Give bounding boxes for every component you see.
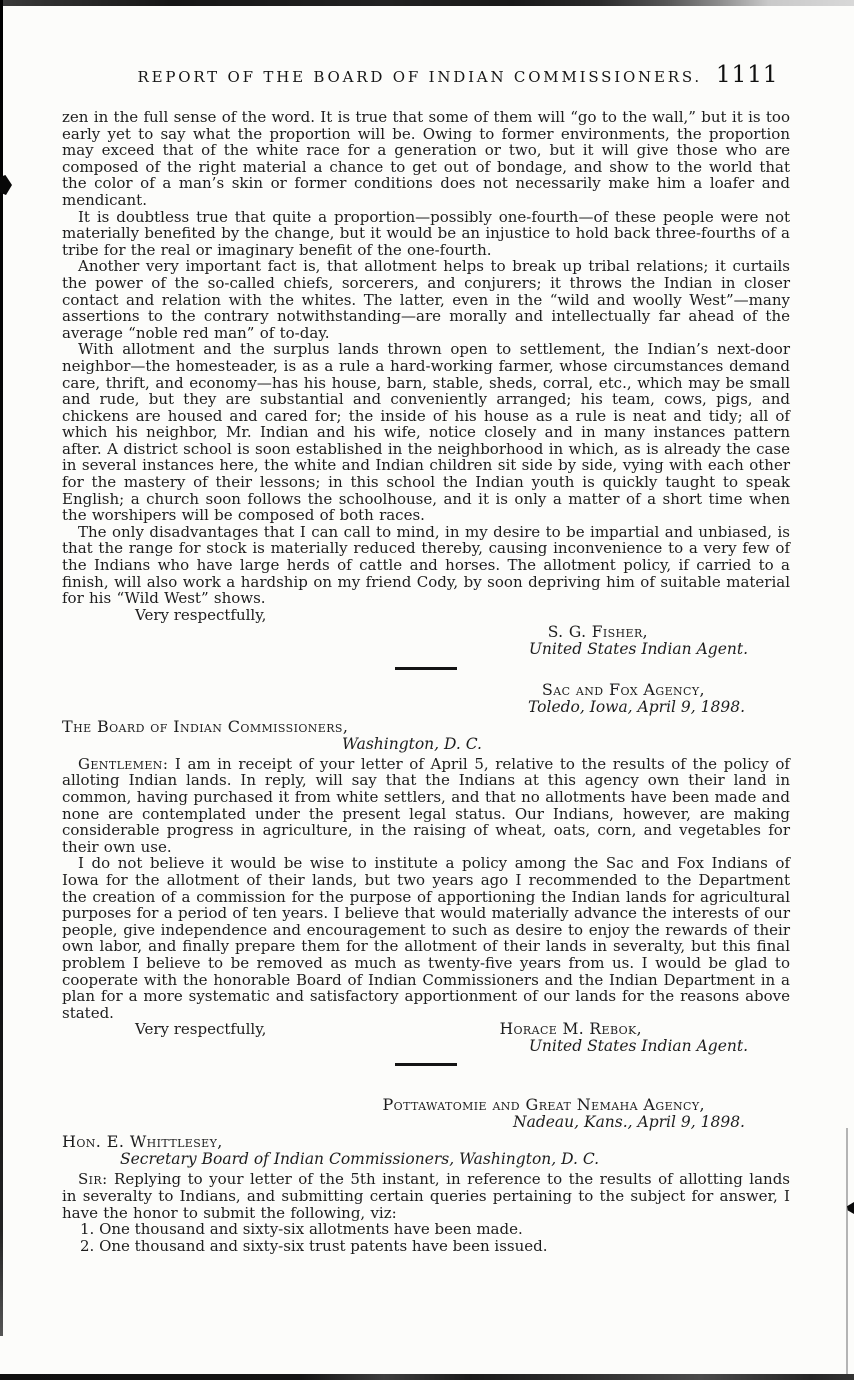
signature-name: Horace M. Rebok, (499, 1020, 642, 1039)
scan-artifact-left (0, 175, 12, 195)
salutation: Sir: (78, 1170, 108, 1189)
page-title: REPORT OF THE BOARD OF INDIAN COMMISSIONERS. (137, 68, 702, 86)
page-content (62, 0, 790, 1255)
letter-rebok (62, 681, 790, 1056)
addressee-location: Washington, D. C. (342, 734, 482, 753)
paragraph-text: I am in receipt of your letter of April 5, relative to the results of the policy of alloting Indian lands. In reply, will say that the Indians at this agency own their land in common, having purchased it from white settlers, and that no allotments have been made and none are contemplated under the present legal status. Our Indians, however, are making considerable progress in agriculture, in the raising of wheat, oats, corn, and vegetables for their own use. (62, 754, 790, 856)
addressee: The Board of Indian Commissioners, (62, 716, 349, 736)
signature-title: United States Indian Agent. (528, 639, 748, 658)
running-head (94, 62, 822, 88)
paragraph: I do not believe it would be wise to institute a policy among the Sac and Fox Indians of Iowa for the allotment of their lands, but two years ago I recommended to the Department the creation of a commission for the purpose of apportioning the Indian lands for agricultural purposes for a period of ten years. I believe that would materially advance the interests of our people, give independence and encouragement to such as desire to enjoy the rewards of their own labor, and finally prepare them for the allotment of their lands in severalty, but this final problem I believe to be removed as much as twenty-five years from us. I would be glad to cooperate with the honorable Board of Indian Commissioners and the Indian Department in a plan for a more systematic and satisfactory apportionment of our lands for the reasons above stated. (62, 854, 790, 1022)
closing: Very respectfully, (135, 1020, 267, 1039)
scan-artifact-right (847, 1202, 854, 1214)
paragraph: zen in the full sense of the word. It is true that some of them will “go to the wall,” but it is too early yet to say what the proportion will be. Owing to former environments, the proportion may exceed that of the white race for a generation or two, but it will give those who are composed of the right material a chance to get out of bondage, and show to the world that the color of a man’s skin or former conditions does not necessarily make him a loafer and mendicant. (62, 108, 790, 209)
scan-fold-line (846, 1128, 848, 1380)
section-divider (395, 667, 457, 670)
addressee: Hon. E. Whittlesey, (62, 1132, 223, 1152)
paragraph: The only disadvantages that I can call to mind, in my desire to be impartial and unbiased, is that the range for stock is materially reduced thereby, causing inconvenience to a very few of the Indians who have large herds of cattle and horses. The allotment policy, if carried to a finish, will also work a hardship on my friend Cody, by soon depriving him of suitable material for his “Wild West” shows. (62, 522, 790, 608)
dateline: Nadeau, Kans., April 9, 1898. (513, 1113, 745, 1132)
paragraph (62, 756, 790, 856)
agency-heading: Pottawatomie and Great Nemaha Agency, (382, 1095, 705, 1115)
closing: Very respectfully, (135, 605, 267, 624)
letter-fisher (62, 109, 790, 658)
signature-title: United States Indian Agent. (528, 1037, 748, 1056)
paragraph (62, 1171, 790, 1221)
dateline: Toledo, Iowa, April 9, 1898. (528, 697, 745, 716)
letter-whittlesey (62, 1096, 790, 1255)
paragraph-text: Replying to your letter of the 5th instant, in reference to the results of allotting lands in severalty to Indians, and submitting certain queries pertaining to the subject for answer, I have the honor to submit the following, viz: (62, 1170, 790, 1222)
paragraph: It is doubtless true that quite a proportion—possibly one-fourth—of these people were not materially benefited by the change, but it would be an injustice to hold back three-fourths of a tribe for the real or imaginary benefit of the one-fourth. (62, 207, 790, 259)
page-number: 1111 (715, 62, 779, 88)
scan-edge-left (0, 0, 3, 1336)
list-item: 1. One thousand and sixty-six allotments have been made. (80, 1220, 523, 1239)
section-divider (395, 1063, 457, 1066)
paragraph: With allotment and the surplus lands thrown open to settlement, the Indian’s next-door neighbor—the homesteader, is as a rule a hard-working farmer, whose circumstances demand care, thrift, and economy—has his house, barn, stable, sheds, corral, etc., which may be small and rude, but they are substantial and conveniently arranged; his team, cows, pigs, and chickens are housed and cared for; the inside of his house as a rule is neat and tidy; all of which his neighbor, Mr. Indian and his wife, notice closely and in many instances pattern after. A district school is soon established in the neighborhood in which, as is already the case in several instances here, the white and Indian children sit side by side, vying with each other for the mastery of their lessons; in this school the Indian youth is quickly taught to speak English; a church soon follows the schoolhouse, and it is only a matter of a short time when the worshipers will be composed of both races. (62, 340, 790, 525)
closing-row (62, 1021, 790, 1038)
agency-heading: Sac and Fox Agency, (541, 679, 705, 699)
addressee-title: Secretary Board of Indian Commissioners, Washington, D. C. (120, 1150, 600, 1169)
salutation: Gentlemen: (78, 754, 169, 773)
signature-name: S. G. Fisher, (547, 622, 648, 641)
list-item: 2. One thousand and sixty-six trust patents have been issued. (80, 1237, 548, 1256)
scan-edge-bottom (0, 1374, 854, 1380)
paragraph: Another very important fact is, that allotment helps to break up tribal relations; it curtails the power of the so-called chiefs, sorcerers, and conjurers; it throws the Indian in closer contact and relation with the whites. The latter, even in the “wild and woolly West”—many assertions to the contrary notwithstanding—are morally and intellectually far ahead of the average “noble red man” of to-day. (62, 257, 790, 342)
